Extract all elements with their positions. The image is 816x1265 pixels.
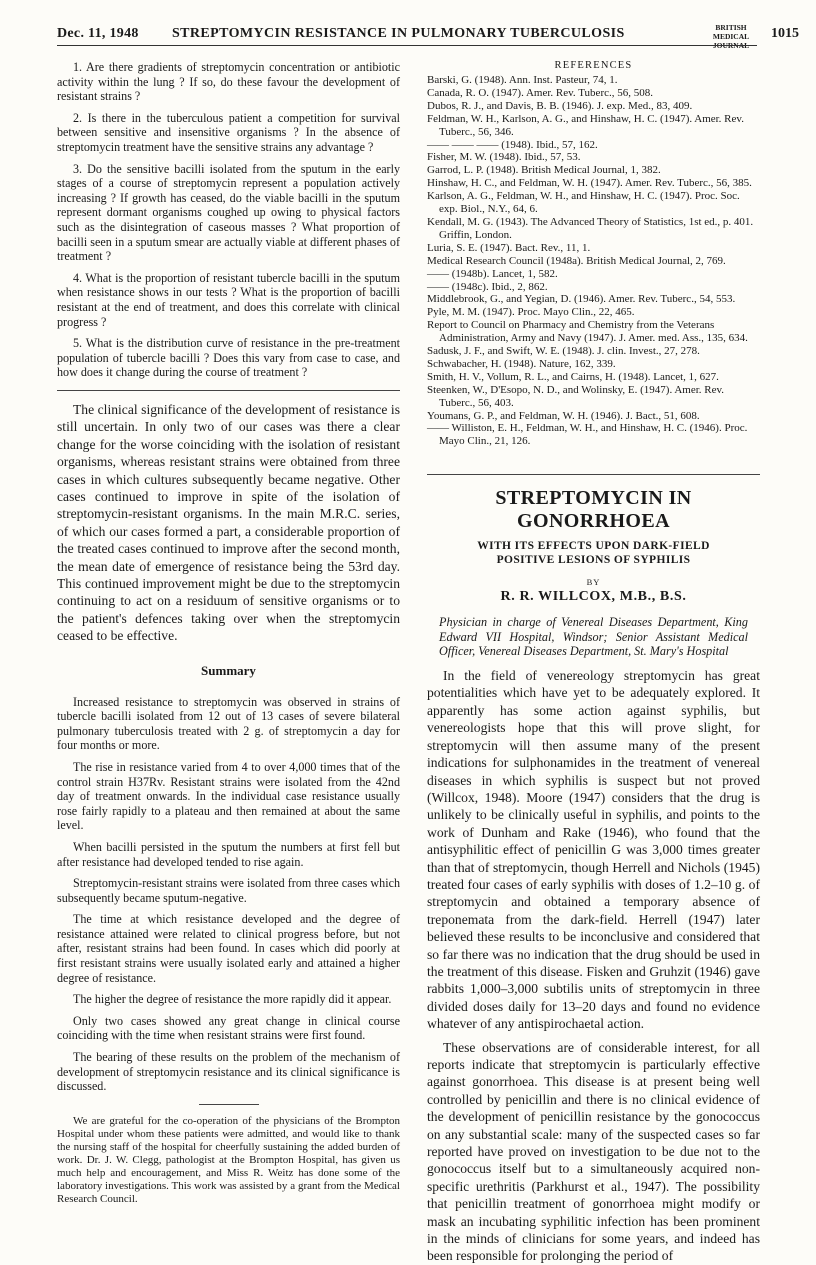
reference-item: Medical Research Council (1948a). British Medical Journal, 2, 769.	[427, 254, 726, 267]
journal-name-line-1: BRITISH	[715, 23, 747, 32]
summary-paragraph: When bacilli persisted in the sputum the numbers at first fell but after resistance had developed tended to rise again.	[57, 839, 400, 869]
issue-date: Dec. 11, 1948	[57, 26, 139, 41]
reference-item: Barski, G. (1948). Ann. Inst. Pasteur, 74, 1.	[427, 74, 618, 86]
question-1: 1. Are there gradients of streptomycin concentration or antibiotic activity within the lung ? If so, do these favour the development of resistant strains ?	[57, 60, 400, 104]
byline-label: BY	[586, 577, 601, 588]
question-5: 5. What is the distribution curve of resistance in the pre-treatment population of tubercle bacilli ? Does this vary from case to case, and how does it change during the course of treatment ?	[57, 336, 400, 380]
reference-item: Report to Council on Pharmacy and Chemistry from the Veterans Administration, Army and Navy (1947). J. Amer. med. Ass., 135, 634.	[427, 319, 748, 345]
article-divider	[427, 474, 760, 475]
reference-item: Feldman, W. H., Karlson, A. G., and Hinshaw, H. C. (1947). Amer. Rev. Tuberc., 56, 346.	[427, 112, 744, 138]
summary-paragraph: Streptomycin-resistant strains were isolated from three cases which subsequently became sputum-negative.	[57, 876, 400, 905]
reference-item: —— Williston, E. H., Feldman, W. H., and Hinshaw, H. C. (1946). Proc. Mayo Clin., 21, 126.	[427, 422, 748, 448]
left-column	[57, 60, 400, 1206]
summary-paragraph: The higher the degree of resistance the more rapidly did it appear.	[73, 992, 392, 1007]
reference-item: Pyle, M. M. (1947). Proc. Mayo Clin., 22, 465.	[427, 306, 635, 319]
page-header	[57, 22, 799, 50]
journal-name-line-2: MEDICAL JOURNAL	[712, 32, 750, 50]
reference-item: Luria, S. E. (1947). Bact. Rev., 11, 1.	[427, 241, 591, 254]
references-heading: REFERENCES	[554, 60, 633, 71]
reference-item: Steenken, W., D'Esopo, N. D., and Wolinsky, E. (1947). Amer. Rev. Tuberc., 56, 403.	[427, 383, 725, 409]
summary-paragraph: The bearing of these results on the problem of the mechanism of development of streptomycin resistance and its clinical significance is discussed.	[57, 1050, 400, 1094]
article-subtitle: WITH ITS EFFECTS UPON DARK-FIELD POSITIVE LESIONS OF SYPHILIS	[477, 540, 710, 567]
reference-item: Sadusk, J. F., and Swift, W. E. (1948). J. clin. Invest., 27, 278.	[427, 345, 700, 358]
reference-item: Karlson, A. G., Feldman, W. H., and Hinshaw, H. C. (1947). Proc. Soc. exp. Biol., N.Y., 64, 6.	[427, 190, 740, 216]
reference-item: Fisher, M. W. (1948). Ibid., 57, 53.	[427, 151, 581, 164]
summary-paragraph: Increased resistance to streptomycin was observed in strains of tubercle bacilli isolated from 12 out of 13 cases of severe bilateral pulmonary tuberculosis treated with 2 g. of streptomycin a day for four months or more.	[57, 694, 400, 753]
question-4: 4. What is the proportion of resistant tubercle bacilli in the sputum when resistance shows in our tests ? What is the proportion of bacilli resistant at the end of treatment, and does this correlate with clinical progress ?	[57, 270, 400, 329]
reference-item: Kendall, M. G. (1943). The Advanced Theory of Statistics, 1st ed., p. 401. Griffin, London.	[427, 215, 754, 241]
short-divider	[199, 1104, 259, 1105]
summary-paragraph: The rise in resistance varied from 4 to over 4,000 times that of the control strain H37Rv. Resistant strains were isolated from the 42nd day of treatment onwards. In the individual case resistance usually rose fairly rapidly to a plateau and then remained at about the same level.	[57, 759, 400, 833]
body-paragraph: In the field of venereology streptomycin has great potentialities which have yet to be adequately explored. It apparently has some action against syphilis, but venereologists hope that this will prove slight, for streptomycin will then assume many of the present indications for sulphonamides in the treatment of venereal diseases in which syphilis is suspect but not proved (Willcox, 1948). Moore (1947) considers that the drug is unlikely to be clinically useful in syphilis, and points to the work of Dunham and Rake (1946), who found that the antisyphilitic effect of penicillin G was 3,000 times greater than that of streptomycin, though Herrell and Nichols (1945) treated four cases of early syphilis with doses of 1.2–10 g. of streptomycin and obtained a temporary absence of treponemata from the dark-field. Herrell (1947) later believed these results to be inconclusive and considered that so far there was no indication that the drug should be used in the treatment of this disease. Fisken and Gruhzit (1946) gave rabbits 1,000–3,000 subtilis units of streptomycin in three divided doses daily for 13–20 days and found no evidence whatever of any antispirochaetal action.	[427, 668, 760, 1032]
author-affiliation: Physician in charge of Venereal Diseases Department, King Edward VII Hospital, Windsor; Senior Assistant Medical Officer, Venereal Diseases Department, St. Mary's Hospital	[439, 615, 748, 659]
running-title: STREPTOMYCIN RESISTANCE IN PULMONARY TUBERCULOSIS	[172, 26, 625, 41]
right-column	[427, 60, 760, 1265]
reference-item: Hinshaw, H. C., and Feldman, W. H. (1947). Amer. Rev. Tuberc., 56, 385.	[427, 177, 752, 190]
reference-item: —— (1948c). Ibid., 2, 862.	[427, 280, 548, 293]
article-title: STREPTOMYCIN IN GONORRHOEA	[495, 487, 692, 533]
summary-paragraph: Only two cases showed any great change in clinical course coinciding with the time when resistant strains were first found.	[57, 1013, 400, 1043]
question-3: 3. Do the sensitive bacilli isolated from the sputum in the early stages of a course of streptomycin represent a population actively increasing ? If growth has ceased, do the viable bacilli in the sputum represent dormant organisms coughed up owing to physical factors such as the disintegration of caseous masses ? What proportion of bacilli seen in a sputum smear are actually viable at different phases of treatment ?	[57, 161, 400, 264]
clinical-significance-paragraph: The clinical significance of the development of resistance is still uncertain. In only two of our cases was there a clear change for the worse coinciding with the isolation of resistant organisms, whereas resistant strains were obtained from three cases in which cultures subsequently became negative. Other cases continued to improve in spite of the isolation of streptomycin-resistant organisms. In the main M.R.C. series, of which our cases formed a part, a considerable proportion of the treated cases continued to improve after the second month, the mean date of emergence of resistance being the 53rd day. This continued improvement might be due to the streptomycin continuing to act on a residuum of sensitive organisms or to the patient's defences taking over when the streptomycin ceased to be effective.	[57, 401, 400, 644]
reference-item: —— (1948b). Lancet, 1, 582.	[427, 267, 558, 280]
reference-item: Middlebrook, G., and Yegian, D. (1946). Amer. Rev. Tuberc., 54, 553.	[427, 293, 736, 306]
header-rule	[57, 45, 757, 46]
reference-item: Youmans, G. P., and Feldman, W. H. (1946). J. Bact., 51, 608.	[427, 409, 700, 422]
page-number: 1015	[771, 26, 799, 41]
reference-item: Smith, H. V., Vollum, R. L., and Cairns, H. (1948). Lancet, 1, 627.	[427, 370, 719, 383]
reference-item: Garrod, L. P. (1948). British Medical Journal, 1, 382.	[427, 164, 661, 177]
body-paragraph: These observations are of considerable interest, for all reports indicate that streptomycin is particularly effective against gonorrhoea. This disease is at present being well controlled by penicillin and there is no clinical evidence of the development of penicillin resistance by the gonococcus on any substantial scale: many of the suspected cases so far reported have proved on investigation to be due not to the gonococcus itself but to a simultaneously acquired non-specific urethritis (Parkhurst et al., 1947). The possibility that penicillin treatment of gonorrhoea might modify or mask an incubating syphilitic infection has been prominent in the minds of clinicians for some years, and indeed has been responsible for prolonging the period of	[427, 1039, 760, 1264]
reference-item: —— —— —— (1948). Ibid., 57, 162.	[427, 138, 598, 151]
question-2: 2. Is there in the tuberculous patient a competition for survival between sensitive and insensitive organisms ? In the absence of streptomycin treatment have the sensitive strains any advantage ?	[57, 110, 400, 154]
reference-item: Schwabacher, H. (1948). Nature, 162, 339.	[427, 357, 616, 370]
summary-paragraph: The time at which resistance developed and the degree of resistance attained were related to clinical progress before, but not after, resistant strains had been found. In cases which did poorly at first resistant strains were usually isolated early and attained a higher degree of resistance.	[57, 912, 400, 985]
references-list	[427, 74, 760, 448]
acknowledgement-paragraph: We are grateful for the co-operation of the physicians of the Brompton Hospital under whom these patients were admitted, and would like to thank the nursing staff of the hospital for cheerfully sustaining the added burden of work. Dr. J. W. Clegg, pathologist at the Brompton Hospital, has given us much help and encouragement, and Miss R. Weitz has done some of the laboratory investigations. This work was assisted by a grant from the Medical Research Council.	[57, 1114, 400, 1206]
author-name: R. R. WILLCOX, M.B., B.S.	[500, 589, 687, 605]
reference-item: Dubos, R. J., and Davis, B. B. (1946). J. exp. Med., 83, 409.	[427, 99, 693, 112]
section-divider	[57, 390, 400, 391]
reference-item: Canada, R. O. (1947). Amer. Rev. Tuberc., 56, 508.	[427, 86, 653, 99]
summary-heading: Summary	[201, 662, 256, 678]
